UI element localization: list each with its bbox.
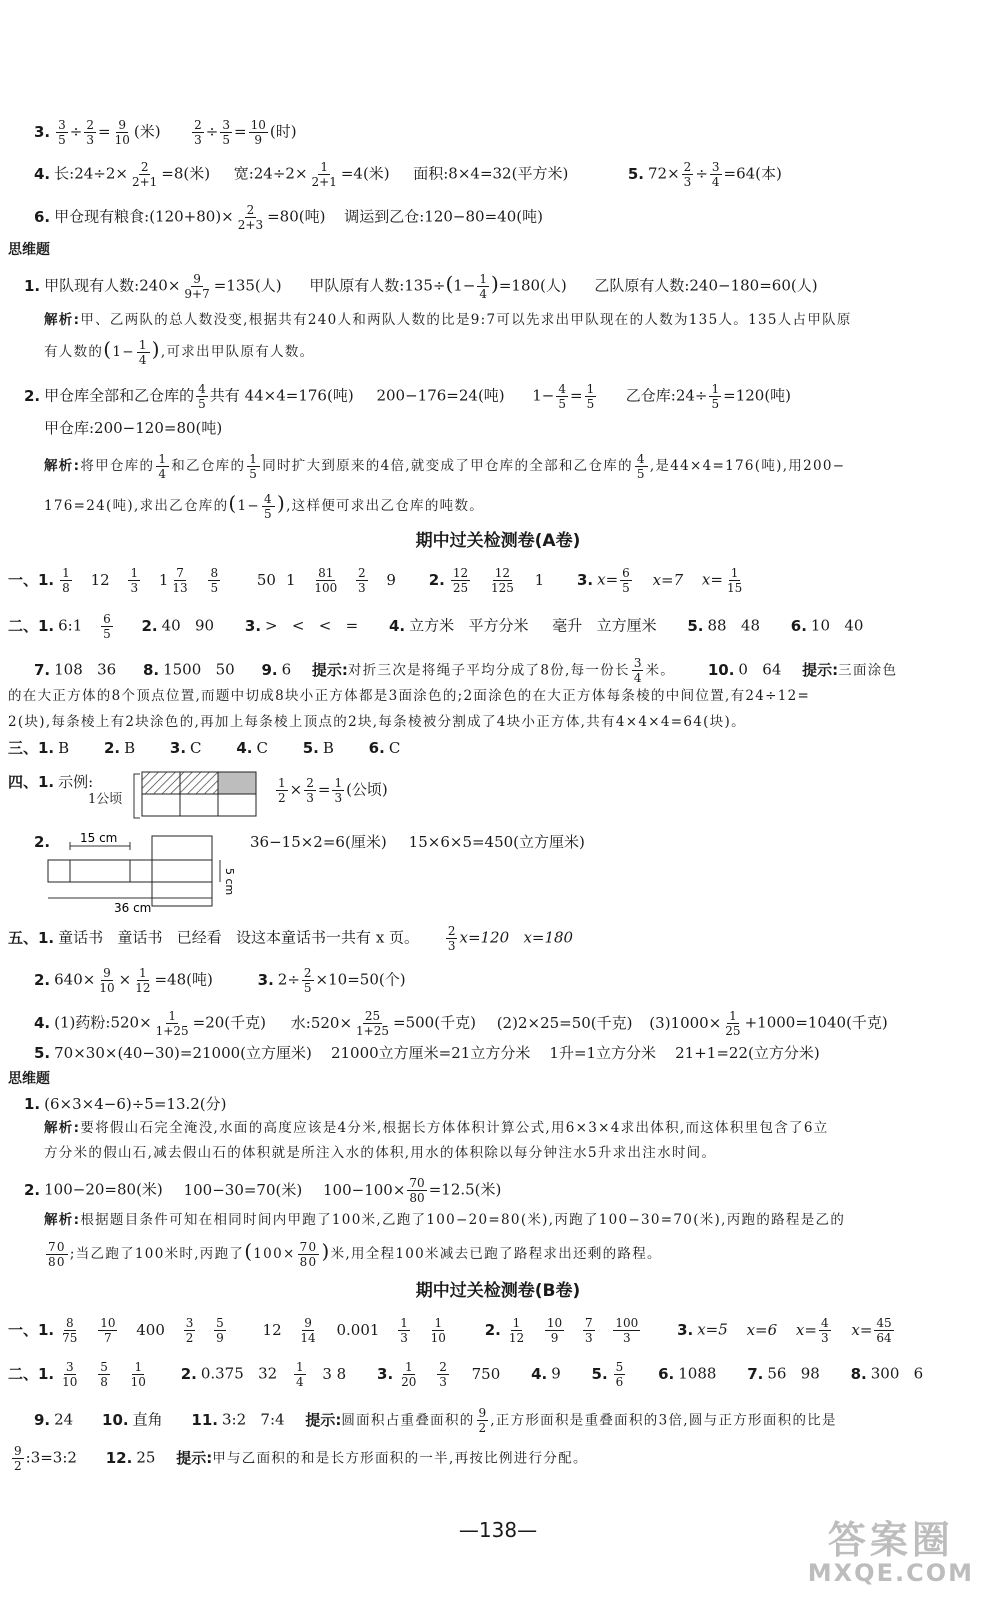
thinking-answer-2: 2. 甲仓库全部和乙仓库的 $\frac{4}{5}$ 共有 44×4=176(吨) 200−176=24(吨) 1− $\frac{4}{5}$ = $\frac{1}{5}$ 乙仓库:24÷ $\frac{1}{5}$ =120(吨) bbox=[24, 382, 792, 411]
exam-a-part4-q2-label: 2. bbox=[34, 833, 51, 851]
section-title-thinking-2: 思维题 bbox=[8, 1071, 50, 1087]
label-15cm: 15 cm bbox=[80, 831, 118, 845]
exam-a-part5-q1: 五、1. 童话书 童话书 已经看 设这本童话书一共有 x 页。 $\frac{2}{3}$ x=120 x=180 bbox=[8, 924, 574, 953]
exam-a-part5-q2: 2. 640× $\frac{9}{10}$ × $\frac{1}{12}$ =48(吨) 3. 2÷ $\frac{2}{5}$ ×10=50(个) bbox=[34, 966, 406, 995]
answer-6: 6. 甲仓现有粮食:(120+80)× $\frac{2}{2+3}$ =80(吨) 调运到乙仓:120−80=40(吨) bbox=[34, 203, 543, 232]
hectare-equation: $\frac{1}{2}$ × $\frac{2}{3}$ = $\frac{1}{3}$ (公顷) bbox=[278, 776, 388, 805]
analysis-1-line1: 解析:甲、乙两队的总人数没变,根据共有240人和两队人数的比是9:7可以先求出甲队现在的人数为135人。135人占甲队原 bbox=[44, 312, 852, 328]
thinking-answer-2-line2: 甲仓库:200−120=80(吨) bbox=[44, 419, 223, 437]
section-title-thinking: 思维题 bbox=[8, 242, 50, 258]
answer-3: 3. $\frac{3}{5}$ ÷ $\frac{2}{3}$ = $\frac{9}{10}$ (米) $\frac{2}{3}$ ÷ $\frac{3}{5}$ = $\frac{10}{9}$ (时) bbox=[34, 118, 297, 147]
watermark-logo bbox=[808, 1520, 974, 1586]
exam-a-part5-q4: 4. (1)药粉:520× $\frac{1}{1+25}$ =20(千克) 水:520× $\frac{25}{1+25}$ =500(千克) (2)2×25=50(千克) (3)1000× $\frac{1}{25}$ +1000=1040(千克) bbox=[34, 1009, 888, 1038]
hectare-label: 1公顷 bbox=[88, 792, 123, 807]
label-36cm: 36 cm bbox=[114, 901, 152, 912]
analysis-1-line2: 有人数的(1− $\frac{1}{4}$ ),可求出甲队原有人数。 bbox=[44, 337, 315, 367]
hectare-grid-diagram bbox=[128, 768, 268, 824]
thinking2-analysis-1-line1: 解析:要将假山石完全淹没,水面的高度应该是4分米,根据长方体体积计算公式,用6×3×4求出体积,而这体积里包含了6立 bbox=[44, 1120, 829, 1136]
exam-a-title: 期中过关检测卷(A卷) bbox=[415, 531, 581, 551]
watermark-text: 答案圈 bbox=[827, 1518, 954, 1562]
exam-a-part2: 二、1. 6:1 $\frac{6}{5}$ 2. 40 90 3. > < < = 4. 立方米 平方分米 毫升 立方厘米 5. 88 48 6. 10 40 bbox=[8, 612, 864, 641]
analysis-2-line1: 解析:将甲仓库的 $\frac{1}{4}$ 和乙仓库的 $\frac{1}{5}$ 同时扩大到原来的4倍,就变成了甲仓库的全部和乙仓库的 $\frac{4}{5}$ ,是44×4=176(吨),用200− bbox=[44, 452, 846, 481]
page-number: —138— bbox=[458, 1518, 538, 1542]
thinking2-analysis-2-line2: $\frac{70}{80}$ ;当乙跑了100米时,丙跑了(100× $\frac{70}{80}$ )米,用全程100米减去已跑了路程求出还剩的路程。 bbox=[48, 1239, 662, 1269]
exam-a-part1: 一、1. $\frac{1}{8}$ 12 $\frac{1}{3}$ 1 $\frac{7}{13}$ $\frac{8}{5}$ 50 1 $\frac{81}{100}$ $\frac{2}{3}$ 9 2. $\frac{12}{25}$ $\frac{12}{125}$ 1 3. x= $\frac{6}{5}$ x=7 x= $\frac{1}{15}$ bbox=[8, 566, 743, 595]
exam-a-part4-label: 四、1. 示例: bbox=[8, 773, 94, 791]
box-net-diagram bbox=[40, 826, 240, 912]
thinking2-answer-1: 1. (6×3×4−6)÷5=13.2(分) bbox=[24, 1095, 227, 1113]
exam-a-part3: 三、1. B 2. B 3. C 4. C 5. B 6. C bbox=[8, 739, 401, 757]
analysis-2-line2: 176=24(吨),求出乙仓库的(1− $\frac{4}{5}$ ),这样便可求出乙仓库的吨数。 bbox=[44, 491, 485, 521]
label-5cm: 5 cm bbox=[223, 868, 236, 896]
thinking2-analysis-2-line1: 解析:根据题目条件可知在相同时间内甲跑了100米,乙跑了100−20=80(米),丙跑了100−30=70(米),丙跑的路程是乙的 bbox=[44, 1212, 846, 1228]
thinking2-answer-2: 2. 100−20=80(米) 100−30=70(米) 100−100× $\frac{70}{80}$ =12.5(米) bbox=[24, 1176, 502, 1205]
exam-a-part5-q5: 5. 70×30×(40−30)=21000(立方厘米) 21000立方厘米=21立方分米 1升=1立方分米 21+1=22(立方分米) bbox=[34, 1044, 820, 1062]
exam-a-tip-line3: 2(块),每条棱上有2块涂色的,再加上每条棱上顶点的2块,每条棱被分割成了4块小正方体,共有4×4×4=64(块)。 bbox=[8, 714, 746, 730]
exam-b-part1: 一、1. $\frac{8}{75}$ $\frac{10}{7}$ 400 $\frac{3}{2}$ $\frac{5}{9}$ 12 $\frac{9}{14}$ 0.001 $\frac{1}{3}$ $\frac{1}{10}$ 2. $\frac{1}{12}$ $\frac{10}{9}$ $\frac{7}{3}$ $\frac{100}{3}$ 3. x=5 x=6 x= $\frac{4}{3}$ x= $\frac{45}{64}$ bbox=[8, 1316, 892, 1345]
exam-b-row3: 9. 24 10. 直角 11. 3:2 7:4 提示:圆面积占重叠面积的 $\frac{9}{2}$ ,正方形面积是重叠面积的3倍,圆与正方形面积的比是 bbox=[34, 1406, 837, 1435]
exam-a-row3: 7. 108 36 8. 1500 50 9. 6 提示:对折三次是将绳子平均分成了8份,每一份长 $\frac{3}{4}$ 米。 10. 0 64 提示:三面涂色 bbox=[34, 656, 898, 685]
exam-a-tip-line2: 的在大正方体的8个顶点位置,而题中切成8块小正方体都是3面涂色的;2面涂色的在大正方体每条棱的中间位置,有24÷12= bbox=[8, 688, 811, 704]
box-net-equations: 36−15×2=6(厘米) 15×6×5=450(立方厘米) bbox=[250, 833, 585, 851]
thinking-answer-1: 1. 甲队现有人数:240× $\frac{9}{9+7}$ =135(人) 甲队原有人数:135÷(1− $\frac{1}{4}$ )=180(人) 乙队原有人数:240−180=60(人) bbox=[24, 271, 818, 301]
thinking2-analysis-1-line2: 方分米的假山石,减去假山石的体积就是所注入水的体积,用水的体积除以每分钟注水5升求出注水时间。 bbox=[44, 1145, 717, 1161]
exam-b-row4: $\frac{9}{2}$ :3=3:2 12. 25 提示:甲与乙面积的和是长方形面积的一半,再按比例进行分配。 bbox=[14, 1444, 588, 1473]
watermark-url: MXQE.COM bbox=[807, 1559, 974, 1587]
answer-4: 4. 长:24÷2× $\frac{2}{2+1}$ =8(米) 宽:24÷2× $\frac{1}{2+1}$ =4(米) 面积:8×4=32(平方米) 5. 72× $\frac{2}{3}$ ÷ $\frac{3}{4}$ =64(本) bbox=[34, 160, 782, 189]
exam-b-part2: 二、1. $\frac{3}{10}$ $\frac{5}{8}$ $\frac{1}{10}$ 2. 0.375 32 $\frac{1}{4}$ 3 8 3. $\frac{1}{20}$ $\frac{2}{3}$ 750 4. 9 5. $\frac{5}{6}$ 6. 1088 7. 56 98 8. 300 6 bbox=[8, 1360, 924, 1389]
exam-b-title: 期中过关检测卷(B卷) bbox=[415, 1281, 581, 1301]
